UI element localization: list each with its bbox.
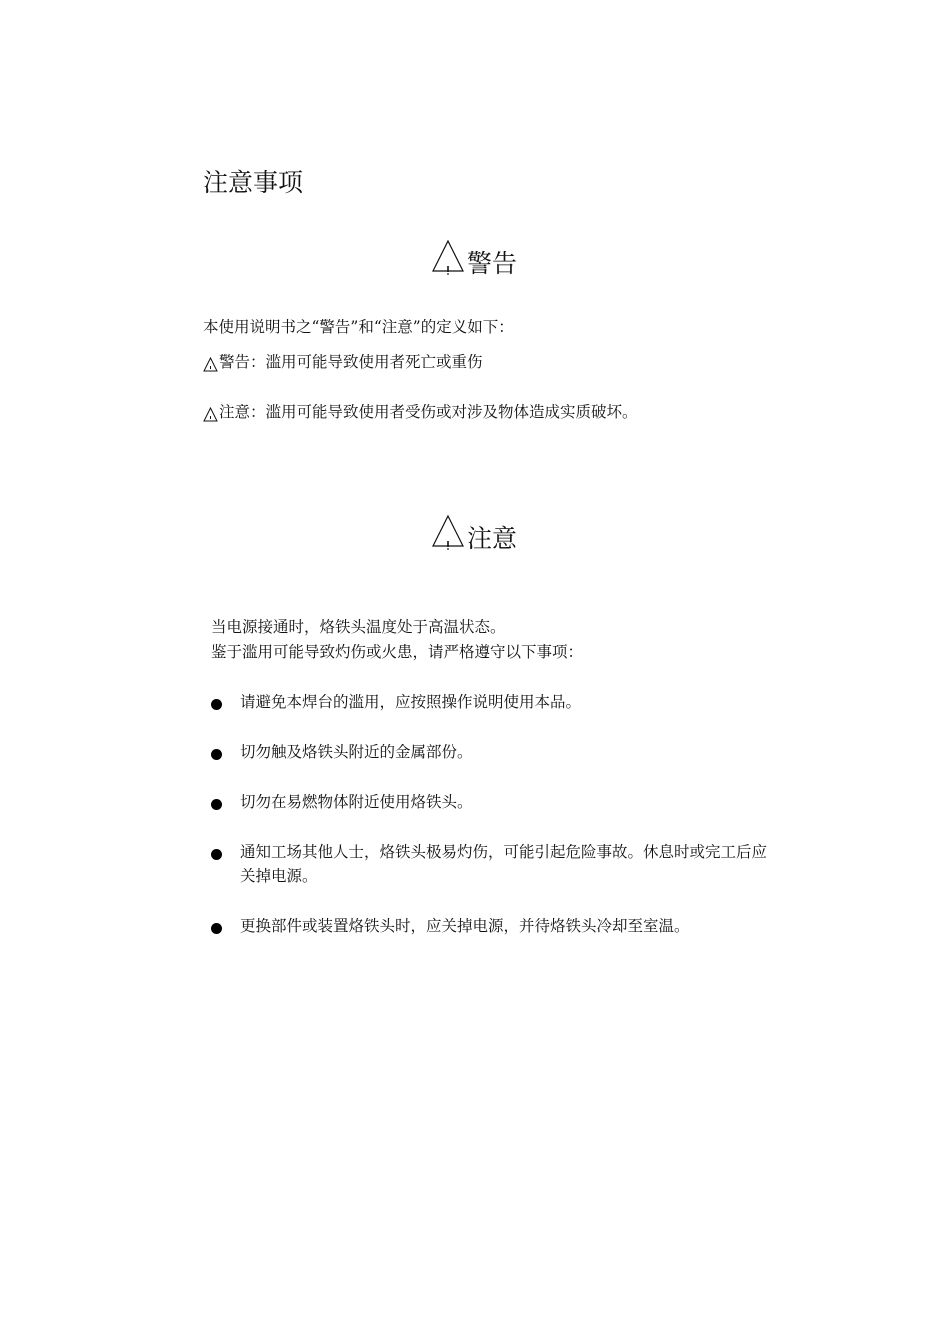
list-item-text: 切勿触及烙铁头附近的金属部份。 xyxy=(240,743,473,761)
definition-warning xyxy=(203,350,483,374)
caution-heading xyxy=(431,514,518,553)
bullet-icon xyxy=(211,923,222,934)
bullet-icon xyxy=(211,699,222,710)
definitions-intro: 本使用说明书之“警告”和“注意”的定义如下： xyxy=(203,318,514,336)
list-item-text: 通知工场其他人士，烙铁头极易灼伤，可能引起危险事故。休息时或完工后应关掉电源。 xyxy=(240,843,768,885)
caution-heading-text: 注意 xyxy=(467,524,518,553)
definition-warning-text: 警告：滥用可能导致使用者死亡或重伤 xyxy=(219,353,483,371)
list-item xyxy=(211,740,770,764)
list-item-text: 更换部件或装置烙铁头时，应关掉电源，并待烙铁头冷却至室温。 xyxy=(240,917,690,935)
warning-heading xyxy=(431,239,518,278)
bullet-icon xyxy=(211,749,222,760)
warning-triangle-icon xyxy=(203,407,218,422)
list-item xyxy=(211,790,770,814)
list-item xyxy=(211,840,770,888)
list-item-text: 切勿在易燃物体附近使用烙铁头。 xyxy=(240,793,473,811)
warning-triangle-icon xyxy=(203,357,218,372)
bullet-icon xyxy=(211,849,222,860)
caution-paragraph: 当电源接通时，烙铁头温度处于高温状态。 xyxy=(211,618,506,636)
warning-triangle-icon xyxy=(431,514,465,550)
definition-caution-text: 注意：滥用可能导致使用者受伤或对涉及物体造成实质破坏。 xyxy=(219,403,638,421)
warning-heading-text: 警告 xyxy=(467,249,518,278)
page-title: 注意事项 xyxy=(203,168,304,197)
list-item-text: 请避免本焊台的滥用，应按照操作说明使用本品。 xyxy=(240,693,582,711)
warning-triangle-icon xyxy=(431,239,465,275)
definition-caution xyxy=(203,400,638,424)
bullet-icon xyxy=(211,799,222,810)
list-item xyxy=(211,690,770,714)
caution-paragraph: 鉴于滥用可能导致灼伤或火患，请严格遵守以下事项： xyxy=(211,643,584,661)
list-item xyxy=(211,914,770,938)
